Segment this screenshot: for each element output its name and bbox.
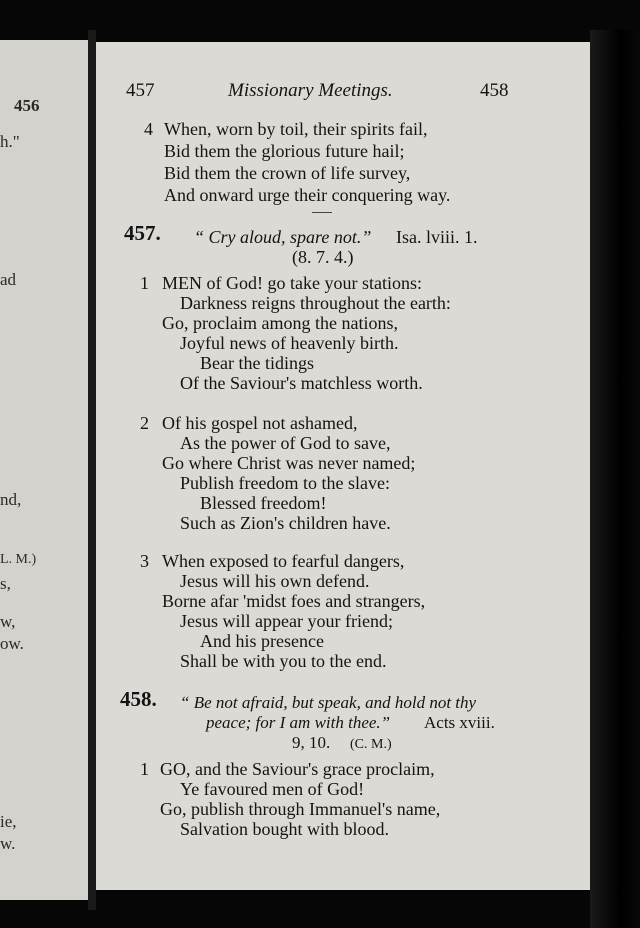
hymn-number: 457.: [124, 221, 161, 245]
verse-line: Bid them the crown of life survey,: [164, 163, 411, 183]
hymn-epigraph: “ Be not afraid, but speak, and hold not thy: [180, 693, 477, 712]
scripture-reference: Acts xviii.: [424, 713, 495, 732]
stanza-number: 3: [140, 551, 149, 571]
facing-page-fragment: [0, 40, 88, 900]
stanza-number: 2: [140, 413, 149, 433]
verse-line: Bear the tidings: [200, 353, 314, 373]
stanza-number: 1: [140, 273, 149, 293]
facing-page-text: s,: [0, 574, 11, 593]
verse-line: Publish freedom to the slave:: [180, 473, 390, 493]
verse-line: GO, and the Saviour's grace proclaim,: [160, 759, 435, 779]
verse-line: Of the Saviour's matchless worth.: [180, 373, 423, 393]
scripture-reference: 9, 10.: [292, 733, 331, 752]
verse-line: Darkness reigns throughout the earth:: [180, 293, 451, 313]
verse-line: Go where Christ was never named;: [162, 453, 416, 473]
verse-line: Go, proclaim among the nations,: [162, 313, 398, 333]
running-title: Missionary Meetings.: [228, 80, 393, 101]
facing-page-text: w.: [0, 834, 16, 853]
facing-page-text: L. M.): [0, 552, 37, 567]
book-page: [96, 42, 590, 890]
verse-line: And his presence: [200, 631, 324, 651]
verse-line: Blessed freedom!: [200, 493, 327, 513]
stanza-number: 4: [144, 119, 153, 139]
verse-line: Ye favoured men of God!: [180, 779, 365, 799]
facing-page-text: w,: [0, 612, 16, 631]
stanza-number: 1: [140, 759, 149, 779]
verse-line: As the power of God to save,: [180, 433, 391, 453]
page-edge: [590, 30, 640, 928]
facing-page-number: 456: [14, 96, 40, 115]
verse-line: MEN of God! go take your stations:: [162, 273, 422, 293]
book-gutter: [88, 30, 96, 910]
hymn-epigraph: “ Cry aloud, spare not.”: [194, 227, 372, 247]
verse-line: Such as Zion's children have.: [180, 513, 391, 533]
facing-page-text: ie,: [0, 812, 17, 831]
facing-page-text: ad: [0, 270, 17, 289]
header-right-number: 458: [480, 80, 509, 101]
hymn-meter: (8. 7. 4.): [292, 247, 354, 267]
verse-line: Jesus will his own defend.: [180, 571, 370, 591]
scripture-reference: Isa. lviii. 1.: [396, 227, 478, 247]
hymn-epigraph: peace; for I am with thee.”: [206, 713, 391, 732]
verse-line: When exposed to fearful dangers,: [162, 551, 405, 571]
verse-line: Borne afar 'midst foes and strangers,: [162, 591, 426, 611]
facing-page-text: ow.: [0, 634, 24, 653]
verse-line: Jesus will appear your friend;: [180, 611, 393, 631]
verse-line: And onward urge their conquering way.: [164, 185, 451, 205]
hymn-number: 458.: [120, 687, 157, 711]
verse-line: Shall be with you to the end.: [180, 651, 387, 671]
verse-line: Joyful news of heavenly birth.: [180, 333, 399, 353]
separator-rule: [312, 212, 332, 213]
facing-page-text: h.": [0, 132, 20, 151]
verse-line: Bid them the glorious future hail;: [164, 141, 405, 161]
verse-line: Salvation bought with blood.: [180, 819, 389, 839]
verse-line: Of his gospel not ashamed,: [162, 413, 358, 433]
verse-line: When, worn by toil, their spirits fail,: [164, 119, 428, 139]
facing-page-text: nd,: [0, 490, 22, 509]
header-left-number: 457: [126, 80, 155, 101]
hymn-meter: (C. M.): [350, 737, 392, 752]
verse-line: Go, publish through Immanuel's name,: [160, 799, 441, 819]
